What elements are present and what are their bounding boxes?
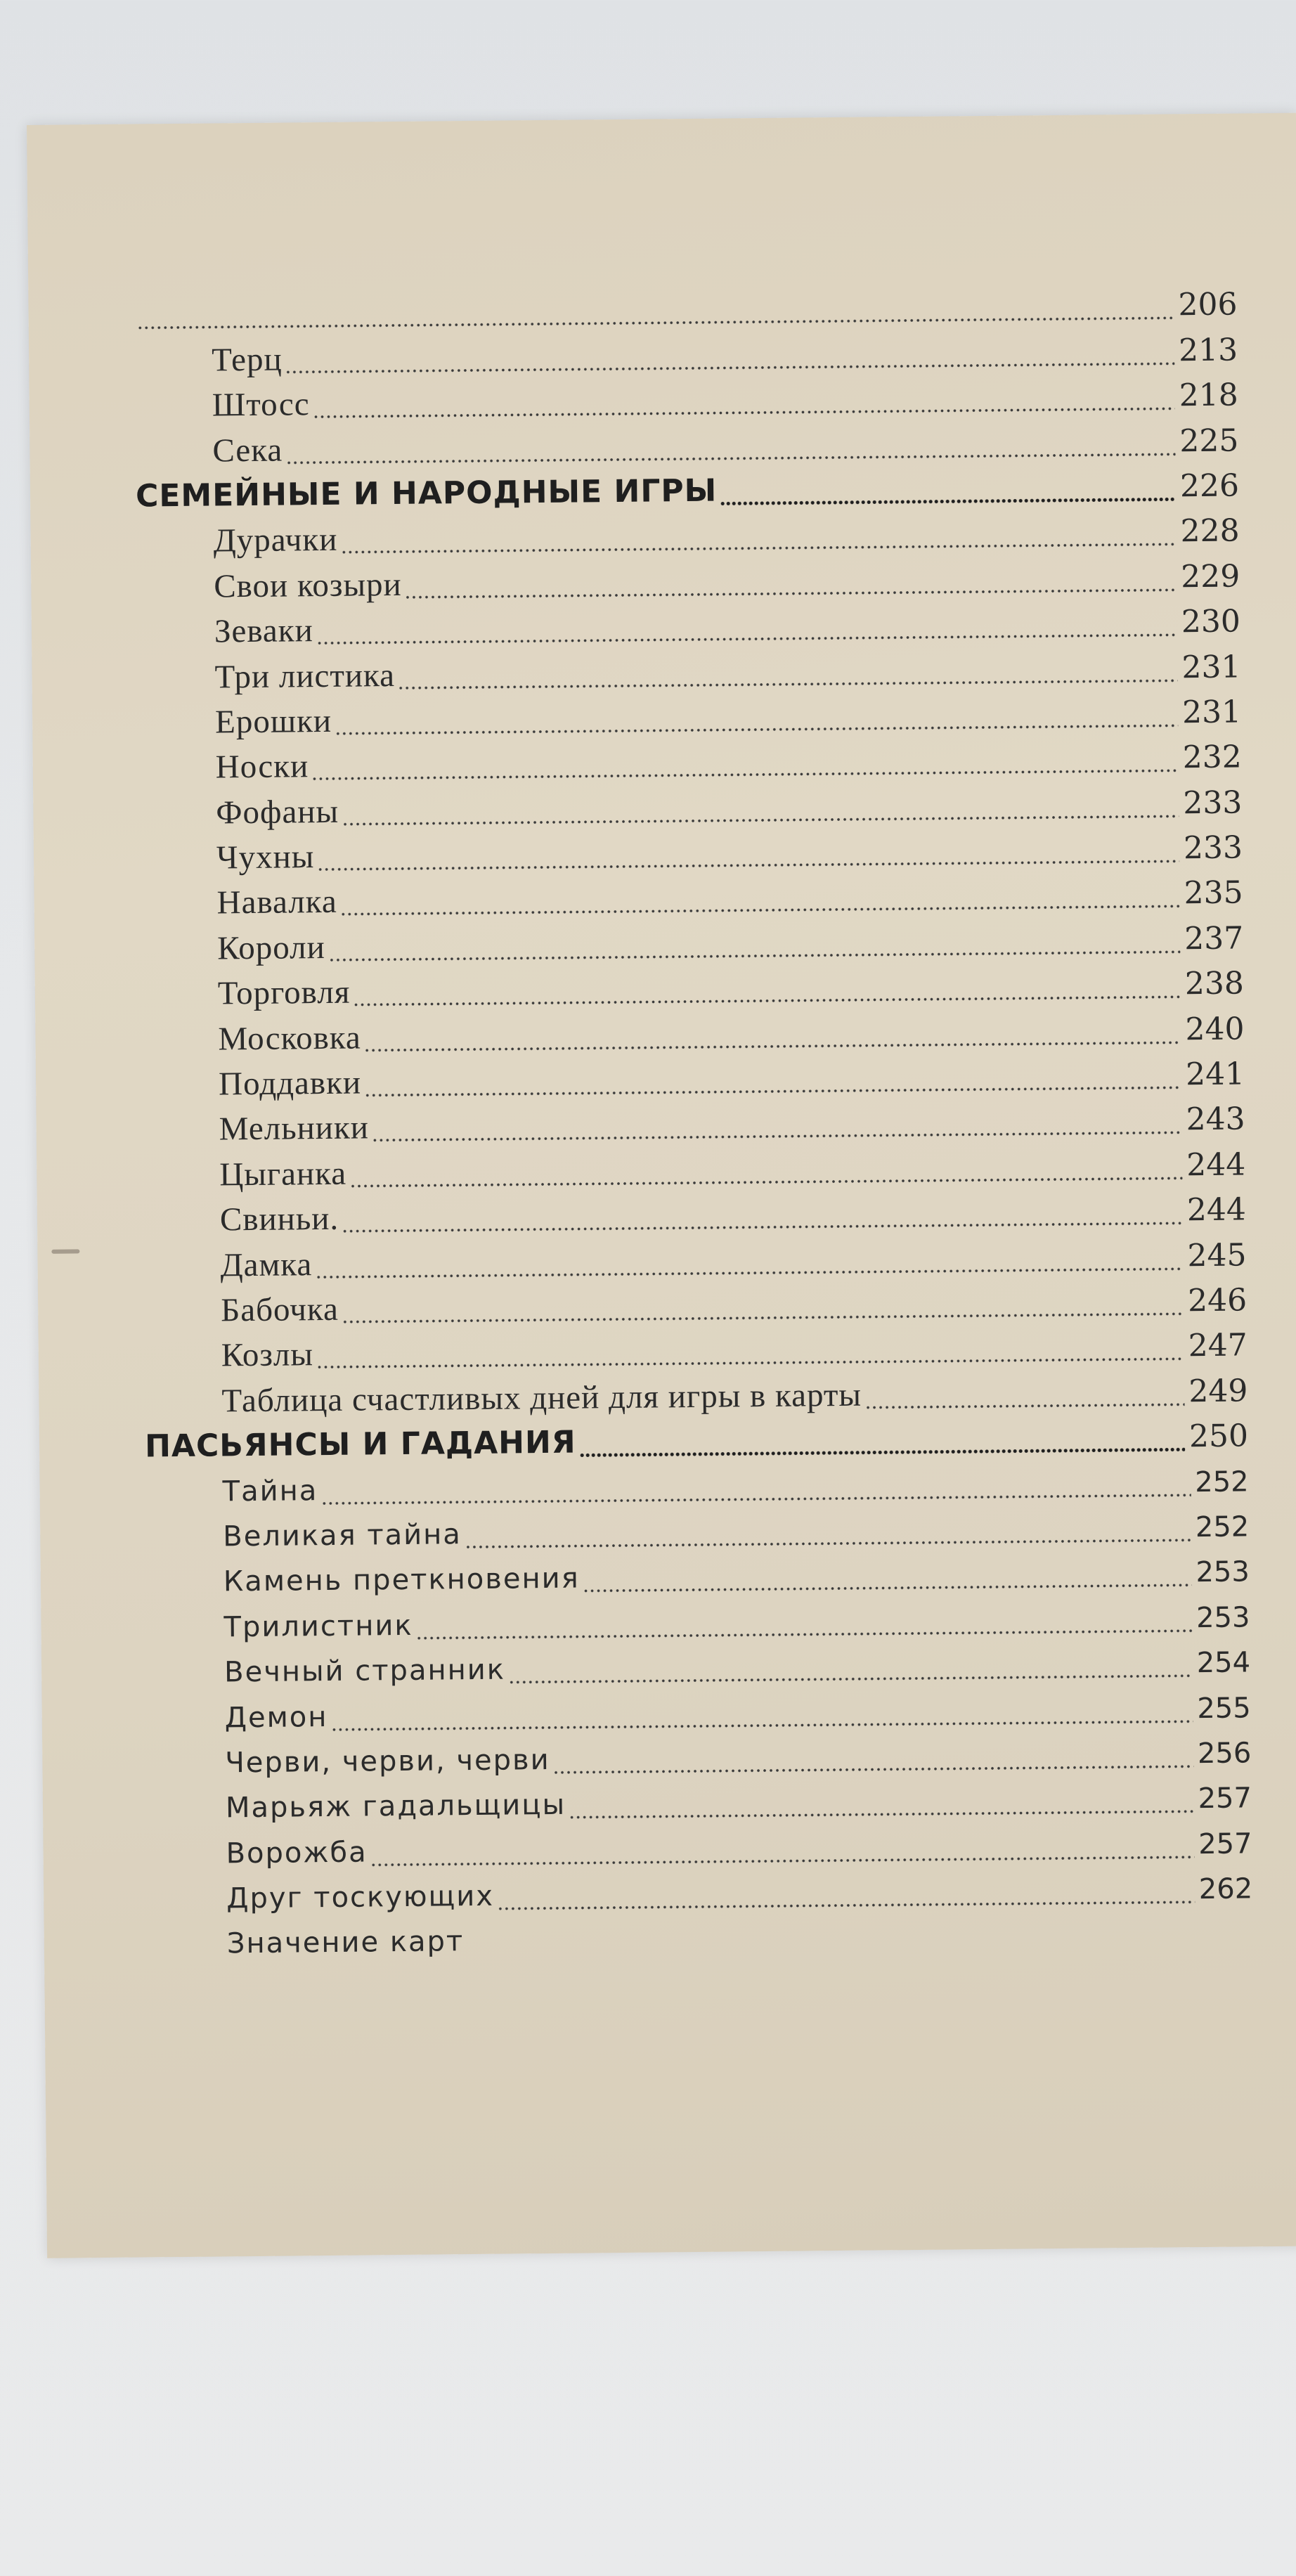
entry-title: Черви, черви, черви [225, 1743, 550, 1780]
page-number: 245 [1187, 1237, 1247, 1274]
page-number: 232 [1182, 739, 1242, 776]
dot-leader [582, 1558, 1191, 1594]
entry-title: Зеваки [214, 612, 314, 650]
dot-leader [285, 335, 1174, 375]
dot-leader [317, 833, 1179, 872]
entry-title: Камень преткновения [223, 1562, 580, 1598]
page-number: 255 [1197, 1691, 1251, 1725]
dot-leader [349, 1150, 1183, 1189]
dot-leader [372, 1105, 1182, 1144]
entry-title: Козлы [221, 1336, 314, 1374]
page-number: 243 [1186, 1101, 1245, 1138]
dot-leader [465, 1512, 1191, 1550]
dot-leader [342, 788, 1179, 827]
entry-title: Торговля [217, 973, 351, 1012]
page-number: 253 [1195, 1601, 1250, 1634]
entry-title: Московка [218, 1019, 362, 1058]
entry-title: Фофаны [216, 793, 339, 831]
dot-leader [285, 426, 1176, 465]
entry-title: Три листика [214, 656, 396, 695]
dot-leader [404, 562, 1177, 600]
page-number: 244 [1186, 1146, 1246, 1184]
page-number: 254 [1196, 1646, 1251, 1680]
page-number: 244 [1186, 1191, 1247, 1229]
section-title: СЕМЕЙНЫЕ И НАРОДНЫЕ ИГРЫ [135, 472, 718, 514]
entry-title: Значение карт [226, 1925, 465, 1960]
dot-leader [340, 517, 1177, 555]
page-number: 256 [1197, 1737, 1252, 1771]
dot-leader [398, 652, 1178, 691]
page-number: 228 [1180, 512, 1240, 550]
page-number: 233 [1183, 829, 1243, 867]
page-number: 225 [1179, 422, 1239, 459]
dot-leader [364, 1059, 1181, 1098]
page-number: 253 [1195, 1555, 1250, 1589]
section-title: ПАСЬЯНСЫ И ГАДАНИЯ [144, 1424, 576, 1465]
page-number: 231 [1181, 694, 1242, 731]
entry-title: Вечный странник [223, 1653, 506, 1689]
page-number: 249 [1188, 1373, 1248, 1409]
entry-title: Друг тоскующих [226, 1879, 495, 1915]
entry-title: Поддавки [218, 1064, 362, 1103]
dot-leader [316, 1331, 1184, 1371]
entry-title: Трилистник [223, 1609, 413, 1644]
page-number: 250 [1188, 1418, 1249, 1455]
entry-title: Свиньи. [219, 1200, 339, 1238]
entry-title: Сека [212, 432, 283, 470]
dot-leader [311, 743, 1179, 782]
page-smudge [51, 1249, 79, 1253]
page-number: 262 [1198, 1872, 1253, 1906]
page-number: 241 [1185, 1056, 1245, 1093]
page-number: 252 [1195, 1510, 1250, 1544]
dot-leader [864, 1376, 1185, 1410]
entry-title: Дамка [220, 1245, 313, 1284]
dot-leader [328, 924, 1181, 963]
dot-leader [335, 697, 1178, 737]
dot-leader [415, 1603, 1192, 1641]
entry-title: Чухны [216, 839, 315, 876]
entry-title: Великая тайна [223, 1518, 462, 1553]
entry-title: Демон [224, 1700, 328, 1734]
entry-title: Свои козыри [214, 566, 402, 605]
entry-title: Мельники [219, 1109, 370, 1148]
dot-leader [316, 607, 1178, 646]
page-number: 230 [1181, 603, 1241, 640]
page-number: 231 [1181, 648, 1241, 685]
page-number: 235 [1184, 874, 1243, 912]
entry-title: Носки [215, 748, 309, 786]
dot-leader [569, 1783, 1194, 1820]
table-of-contents [134, 282, 1253, 1967]
entry-title: Терц [211, 341, 283, 379]
page-number: 238 [1184, 965, 1245, 1002]
page-number: 229 [1181, 558, 1240, 595]
dot-leader [315, 1241, 1184, 1280]
book-page [27, 113, 1296, 2258]
page-number: 246 [1187, 1282, 1248, 1319]
dot-leader [353, 969, 1181, 1008]
entry-title: Навалка [216, 884, 337, 921]
page-number: 226 [1179, 467, 1240, 505]
page-number: 247 [1188, 1327, 1248, 1364]
dot-leader [312, 381, 1175, 420]
entry-title: Дурачки [213, 522, 338, 559]
entry-title: Марьяж гадальщицы [225, 1789, 566, 1825]
entry-title: Цыганка [219, 1155, 347, 1193]
page-number: 257 [1198, 1827, 1252, 1860]
dot-leader [330, 1693, 1193, 1733]
dot-leader [552, 1738, 1193, 1775]
dot-leader [342, 1195, 1183, 1234]
page-number: 240 [1185, 1011, 1245, 1047]
entry-title: Бабочка [220, 1290, 339, 1329]
dot-leader [320, 1467, 1191, 1506]
page-number: 213 [1178, 332, 1238, 369]
dot-leader [136, 290, 1174, 331]
dot-leader [340, 879, 1180, 917]
entry-title: Таблица счастливых дней для игры в карты [221, 1376, 862, 1420]
dot-leader [720, 471, 1176, 506]
dot-leader [578, 1421, 1185, 1458]
entry-title: Короли [217, 928, 325, 967]
dot-leader [497, 1874, 1195, 1912]
page-number: 218 [1179, 377, 1239, 414]
page-number: 252 [1195, 1465, 1249, 1499]
entry-title: Ворожба [226, 1836, 368, 1870]
page-number: 237 [1184, 920, 1244, 957]
page-number: 206 [1178, 286, 1238, 323]
entry-title: Тайна [222, 1474, 318, 1508]
entry-title: Штосс [212, 386, 310, 424]
dot-leader [370, 1829, 1194, 1868]
page-number: 257 [1198, 1782, 1252, 1816]
page-number: 233 [1183, 784, 1243, 821]
entry-title: Ерошки [214, 702, 332, 741]
dot-leader [364, 1014, 1181, 1053]
dot-leader [342, 1286, 1184, 1325]
dot-leader [508, 1648, 1193, 1685]
